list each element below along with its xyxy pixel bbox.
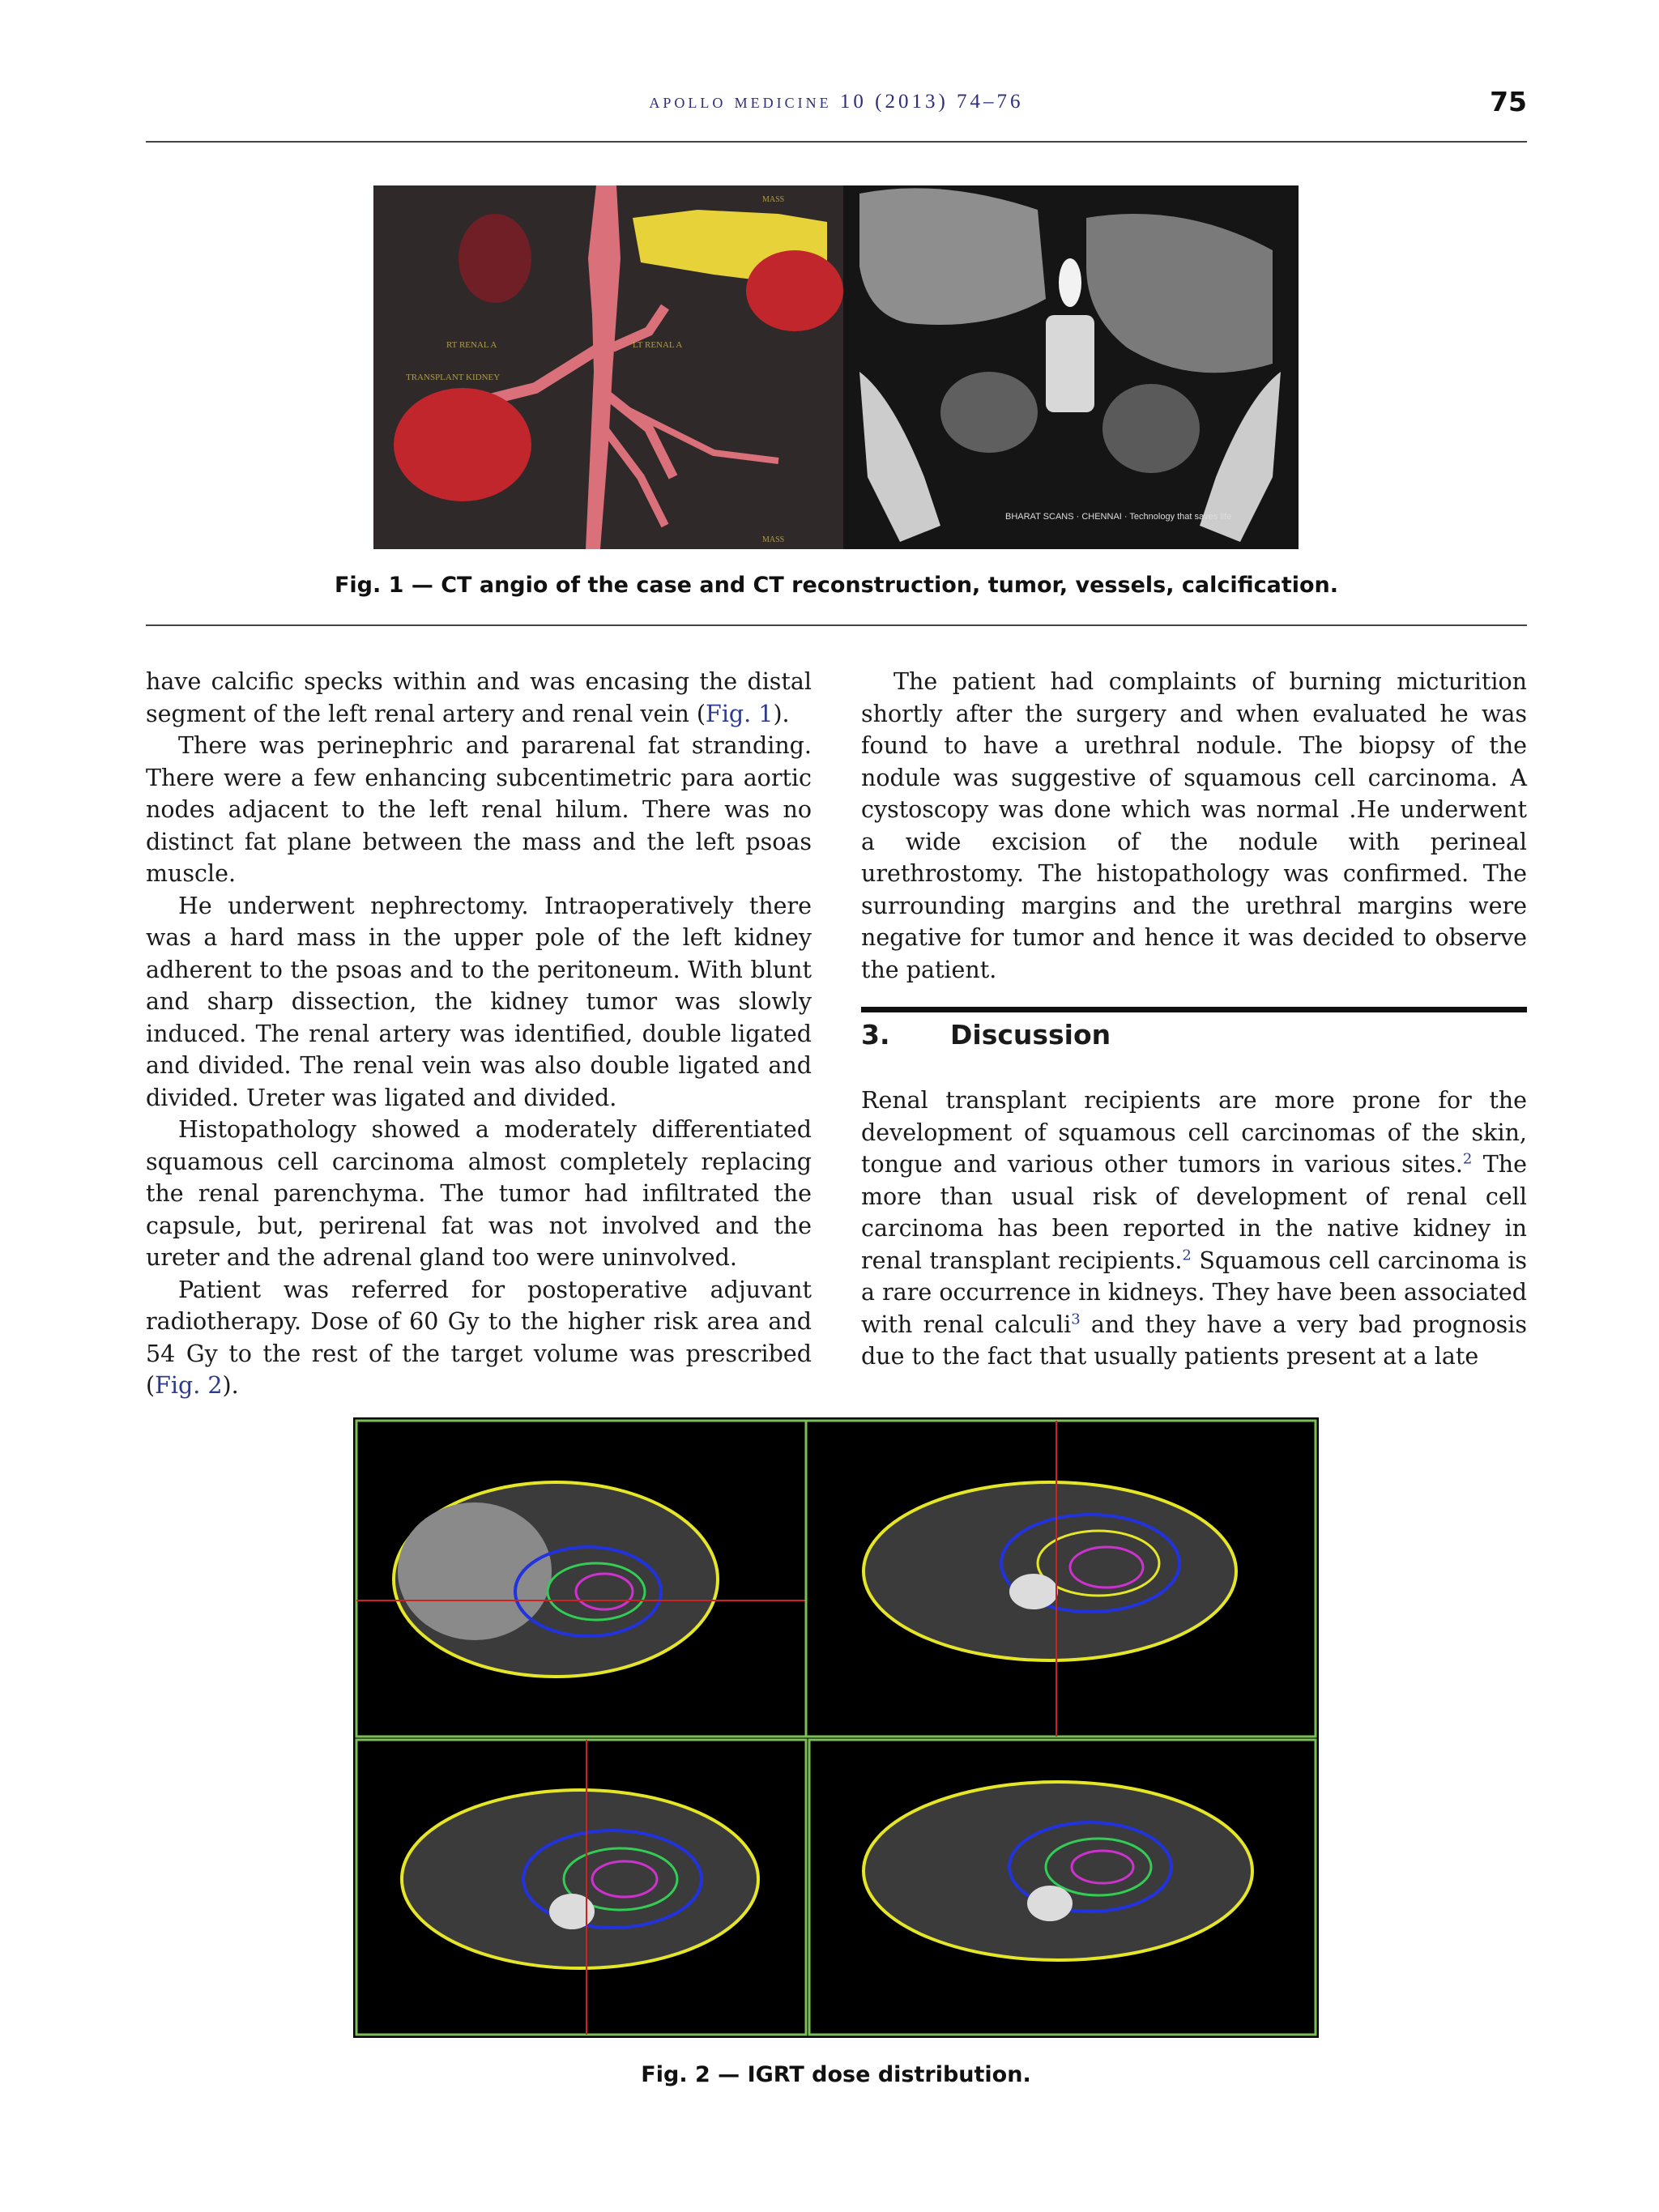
figure-2 (353, 1417, 1319, 2038)
scanner-footer: BHARAT SCANS · CHENNAI · Technology that saves life (1005, 512, 1232, 522)
citation-2[interactable]: 2 (1462, 1150, 1473, 1168)
dose-panel-4 (809, 1740, 1316, 2035)
running-head (146, 87, 1527, 120)
paragraph: Histopathology showed a moderately differentiated squamous cell carcinoma almost completely replacing the renal parenchyma. The tumor had infiltrated the capsule, but, perirenal fat was not involved and the ureter and the adrenal gland too were uninvolved. (146, 1116, 812, 1271)
mass-region (940, 372, 1038, 453)
figure-1 (373, 185, 1299, 549)
journal-citation: apollo medicine 10 (2013) 74–76 (649, 91, 1024, 113)
figure-2-caption: Fig. 2 — IGRT dose distribution. (641, 2062, 1031, 2087)
mass-label-top: MASS (762, 195, 785, 204)
paragraph: have calcific specks within and was encasing the distal segment of the left renal artery and renal vein (Fig. 1). (146, 668, 812, 727)
mass-label-bottom: MASS (762, 535, 785, 544)
transplant-kidney (394, 388, 531, 501)
transplant-label: TRANSPLANT KIDNEY (406, 373, 501, 382)
citation-2[interactable]: 2 (1182, 1247, 1192, 1264)
figure-1-image (373, 185, 1299, 549)
figure-1-rule (146, 624, 1527, 626)
kidney-upper (458, 214, 531, 303)
contrast-vessel (1059, 258, 1081, 307)
paragraph: The patient had complaints of burning micturition shortly after the surgery and when evaluated he was found to have a urethral nodule. The biopsy of the nodule was suggestive of squamous cell carcinoma. A cystoscopy was done which was normal .He underwent a wide excision of the nodule with perineal urethrostomy. The histopathology was confirmed. The surrounding margins and the urethral margins were negative for tumor and hence it was decided to observe the patient. (861, 668, 1527, 983)
mass-red-region (746, 250, 843, 331)
section-title: Discussion (950, 1019, 1111, 1051)
dose-panel-1 (356, 1421, 806, 1737)
rt-renal-label: RT RENAL A (446, 340, 497, 350)
citation-3[interactable]: 3 (1071, 1311, 1081, 1328)
lt-renal-label: LT RENAL A (633, 340, 683, 350)
dose-panel-3 (356, 1740, 806, 2035)
paragraph: Patient was referred for postoperative adjuvant radiotherapy. Dose of 60 Gy to the higher risk area and 54 Gy to the rest of the target volume was prescribed (Fig. 2). (146, 1276, 812, 1399)
left-column (146, 666, 812, 1402)
section-rule (861, 1007, 1527, 1012)
figure-2-link[interactable]: Fig. 2 (155, 1372, 223, 1399)
right-column-upper (861, 666, 1527, 986)
right-column-lower (861, 1085, 1527, 1373)
section-heading (861, 1019, 1527, 1051)
page-number: 75 (1490, 86, 1527, 117)
figure-1-link[interactable]: Fig. 1 (706, 700, 774, 727)
paragraph: Renal transplant recipients are more prone for the development of squamous cell carcinomas of the skin, tongue and various other tumors in various sites.$^2$ The more than usual risk of development of renal cell carcinoma has been reported in the native kidney in renal transplant recipients.$^2$ Squamous cell carcinoma is a rare occurrence in kidneys. They have been associated with renal calculi$^3$ and they have a very bad prognosis due to the fact that usually patients present at a late (861, 1087, 1528, 1370)
figure-1-caption: Fig. 1 — CT angio of the case and CT reconstruction, tumor, vessels, calcification. (334, 573, 1339, 598)
spine-icon (1046, 315, 1094, 412)
paragraph: He underwent nephrectomy. Intraoperatively there was a hard mass in the upper pole of the left kidney adherent to the psoas and to the peritoneum. With blunt and sharp dissection, the kidney tumor was slowly induced. The renal artery was identified, double ligated and divided. The renal vein was also double ligated and divided. Ureter was ligated and divided. (146, 892, 812, 1111)
paragraph: There was perinephric and pararenal fat stranding. There were a few enhancing subcentimetric para aortic nodes adjacent to the left renal hilum. There was no distinct fat plane between the mass and the left psoas muscle. (146, 732, 812, 887)
figure-2-image (353, 1417, 1319, 2038)
section-number: 3. (861, 1019, 890, 1051)
liver-icon (859, 188, 1046, 325)
header-rule (146, 141, 1527, 143)
dose-panel-2 (806, 1421, 1316, 1737)
